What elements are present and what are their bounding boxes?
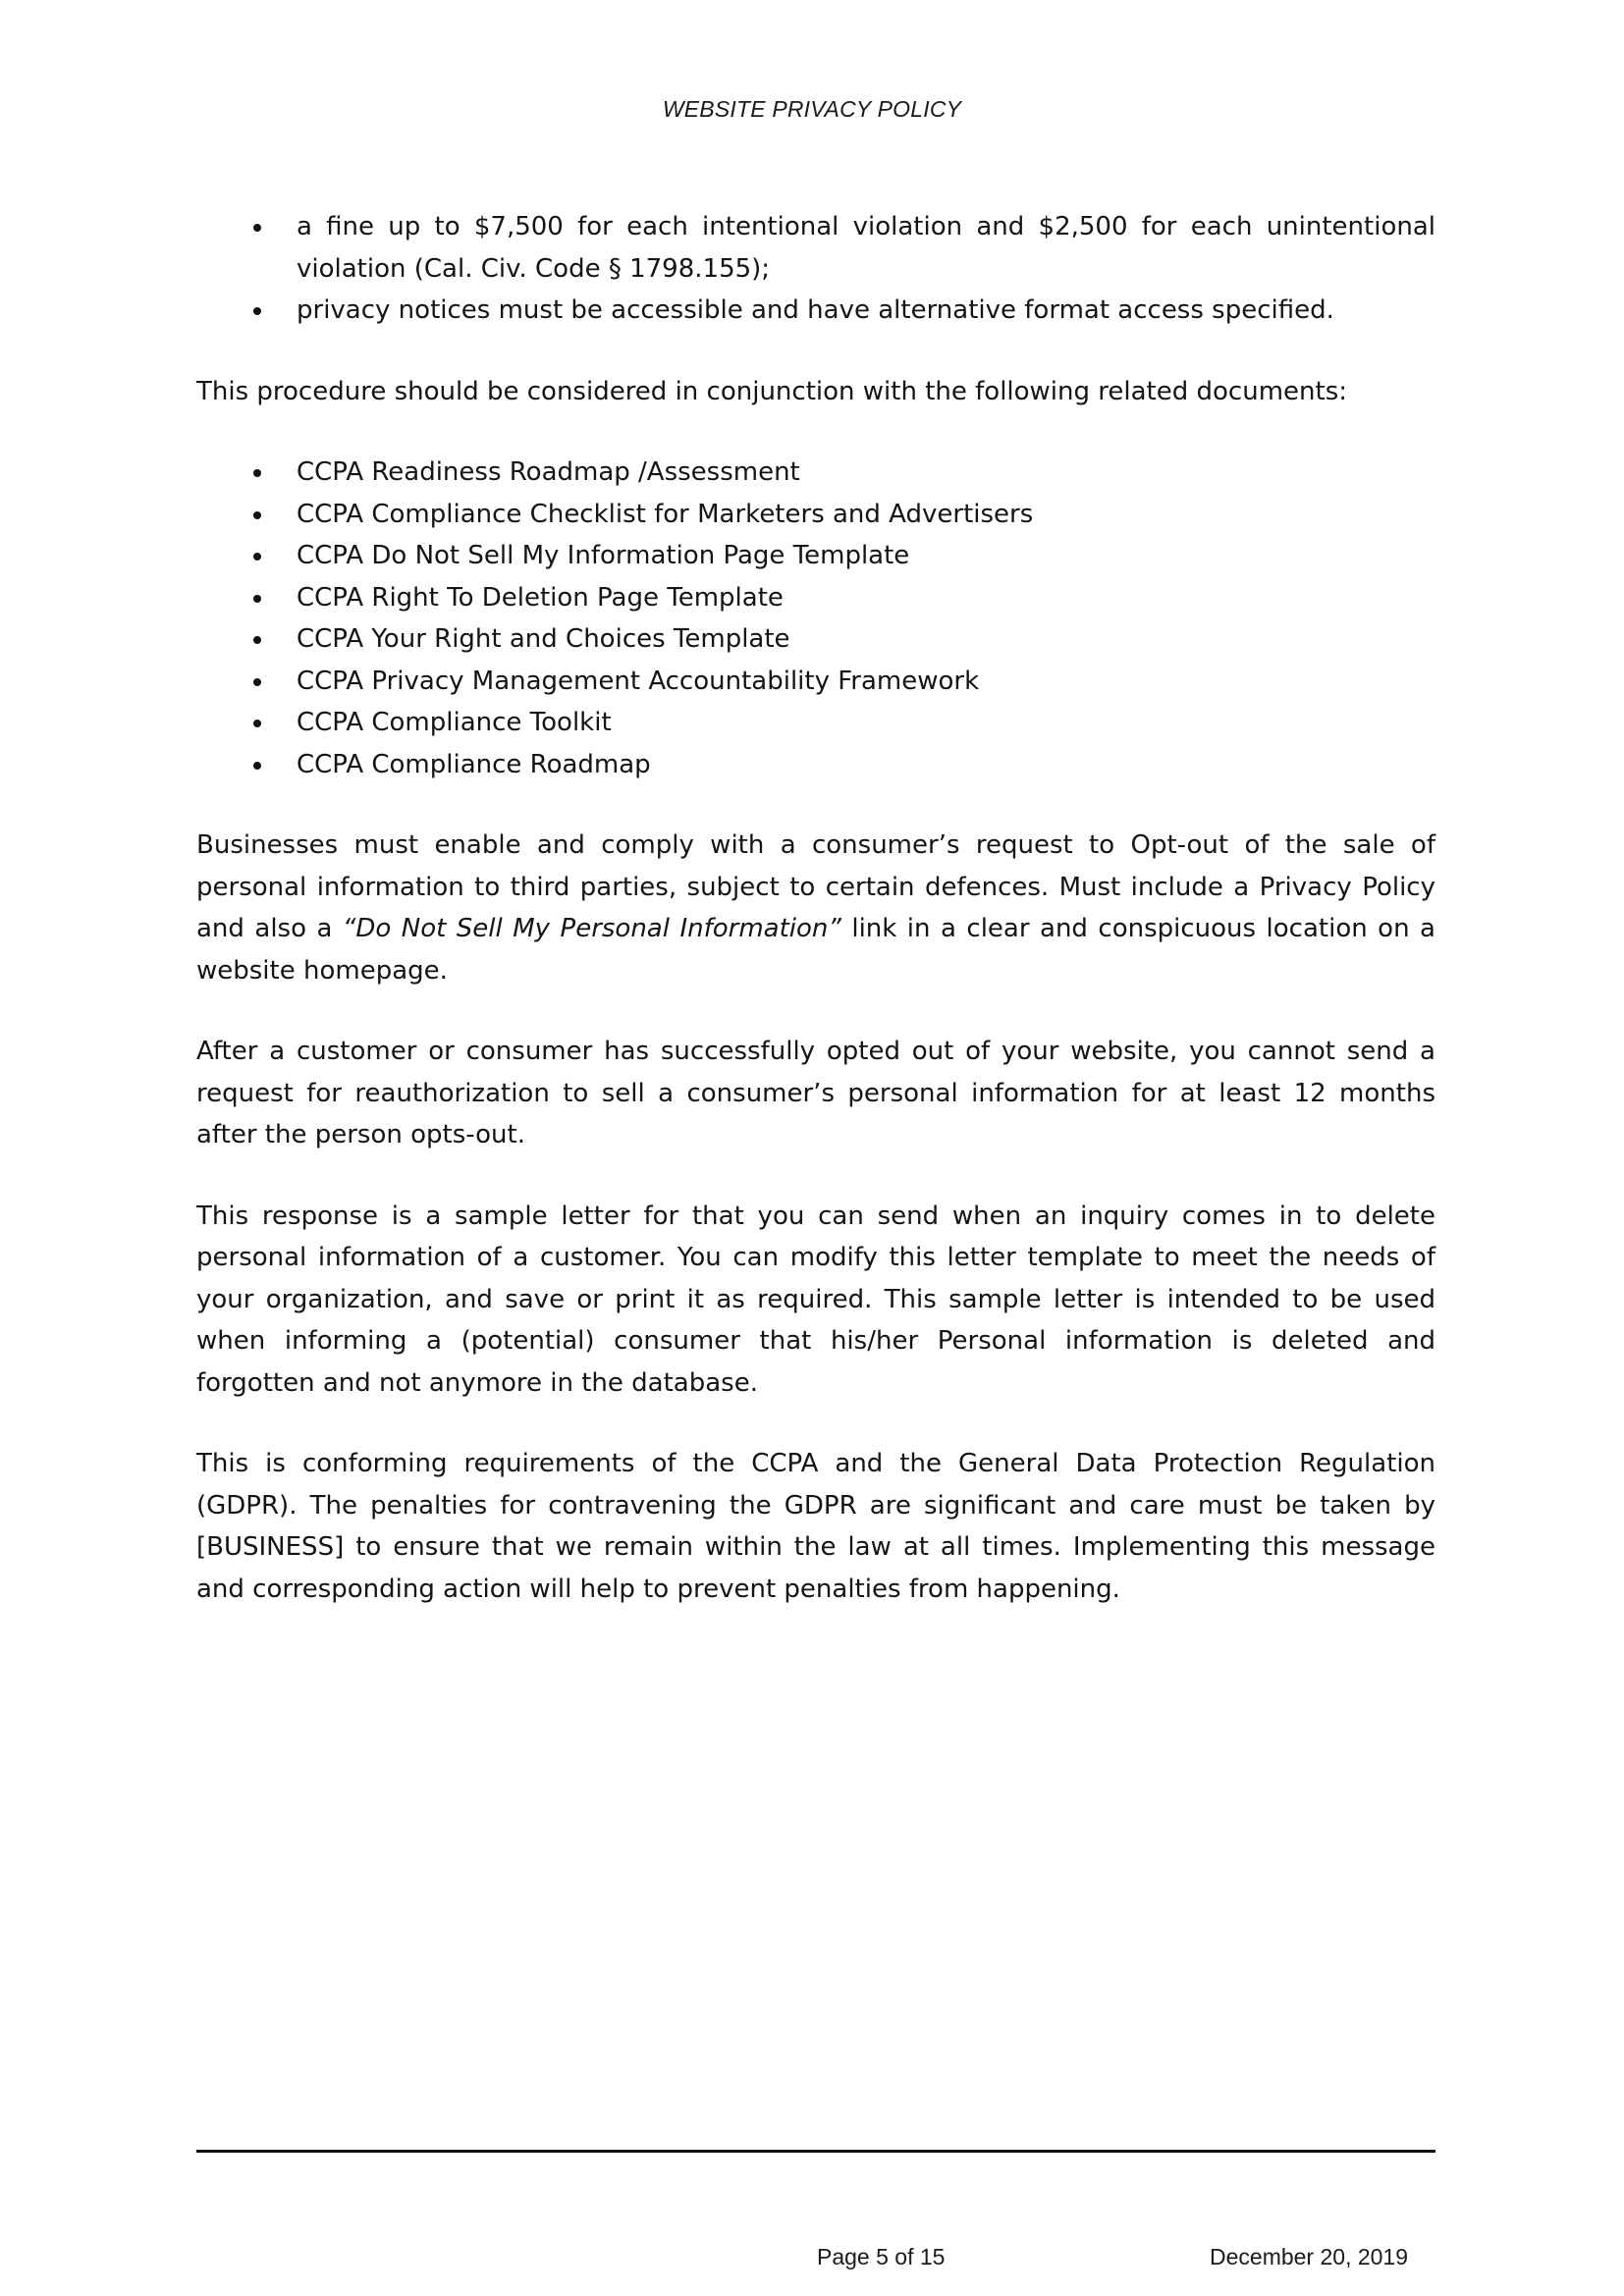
- bullet-icon: [253, 762, 261, 770]
- list-item-text: CCPA Privacy Management Accountability Framework: [297, 666, 980, 696]
- list-item: [196, 702, 1435, 744]
- bullet-icon: [253, 553, 261, 561]
- bullet-icon: [253, 636, 261, 644]
- opt-out-text-before: Businesses must enable and comply with a consumer’s request to Opt-out of the sale of personal information to third parties, subject to certain defences. Must include a Privacy Policy and also a: [196, 830, 1435, 943]
- bullet-icon: [253, 224, 261, 232]
- list-item-text: CCPA Compliance Toolkit: [297, 708, 612, 737]
- list-item: [196, 535, 1435, 577]
- gdpr-paragraph: This is conforming requirements of the CCPA and the General Data Protection Regulation (GDPR). The penalties for contravening the GDPR are significant and care must be taken by [BUSINESS] to ensure that we remain within the law at all times. Implementing this message and corresponding action will help to prevent penalties from happening.: [196, 1449, 1435, 1604]
- do-not-sell-phrase: “Do Not Sell My Personal Information”: [342, 914, 841, 943]
- list-item: [196, 661, 1435, 703]
- sample-letter-paragraph: This response is a sample letter for that you can send when an inquiry comes in to delete personal information of a customer. You can modify this letter template to meet the needs of your organization, and save or print it as required. This sample letter is intended to be used when informing a (potential) consumer that his/her Personal information is deleted and forgotten and not anymore in the database.: [196, 1201, 1435, 1398]
- bullet-icon: [253, 595, 261, 603]
- list-item: [196, 494, 1435, 536]
- bullet-icon: [253, 720, 261, 727]
- list-item: [196, 290, 1435, 332]
- bullet-icon: [253, 307, 261, 315]
- list-item-text: privacy notices must be accessible and have alternative format access specified.: [297, 295, 1334, 325]
- opt-out-paragraph: [196, 825, 1435, 991]
- list-item-text: CCPA Right To Deletion Page Template: [297, 582, 784, 613]
- list-item-text: CCPA Your Right and Choices Template: [297, 624, 790, 654]
- list-item: [196, 452, 1435, 494]
- list-item: [196, 618, 1435, 661]
- list-item-text: a fine up to $7,500 for each intentional violation and $2,500 for each unintentional violation (Cal. Civ. Code § 1798.155);: [297, 212, 1435, 284]
- footer-divider: [196, 2150, 1435, 2153]
- reauthorization-paragraph: After a customer or consumer has successfully opted out of your website, you cannot send a request for reauthorization to sell a consumer’s personal information for at least 12 months after the person opts-out.: [196, 1037, 1435, 1149]
- bullet-icon: [253, 511, 261, 519]
- list-item: [196, 206, 1435, 290]
- list-item: [196, 577, 1435, 619]
- document-date: December 20, 2019: [1210, 2244, 1409, 2269]
- related-documents-intro: This procedure should be considered in conjunction with the following related documents:: [196, 376, 1347, 406]
- list-item-text: CCPA Compliance Roadmap: [297, 749, 651, 779]
- page-number: Page 5 of 15: [817, 2244, 946, 2269]
- related-documents-list: [196, 452, 1435, 785]
- bullet-icon: [253, 469, 261, 477]
- opt-out-text-after: link in a clear and conspicuous location on a website homepage.: [196, 914, 1435, 986]
- document-body: [196, 206, 1435, 1649]
- list-item-text: CCPA Compliance Checklist for Marketers and Advertisers: [297, 499, 1034, 529]
- list-item-text: CCPA Do Not Sell My Information Page Template: [297, 541, 910, 570]
- list-item-text: CCPA Readiness Roadmap /Assessment: [297, 457, 800, 487]
- page-header-title: WEBSITE PRIVACY POLICY: [662, 96, 962, 122]
- list-item: [196, 744, 1435, 786]
- penalty-bullet-list: [196, 206, 1435, 332]
- bullet-icon: [253, 678, 261, 686]
